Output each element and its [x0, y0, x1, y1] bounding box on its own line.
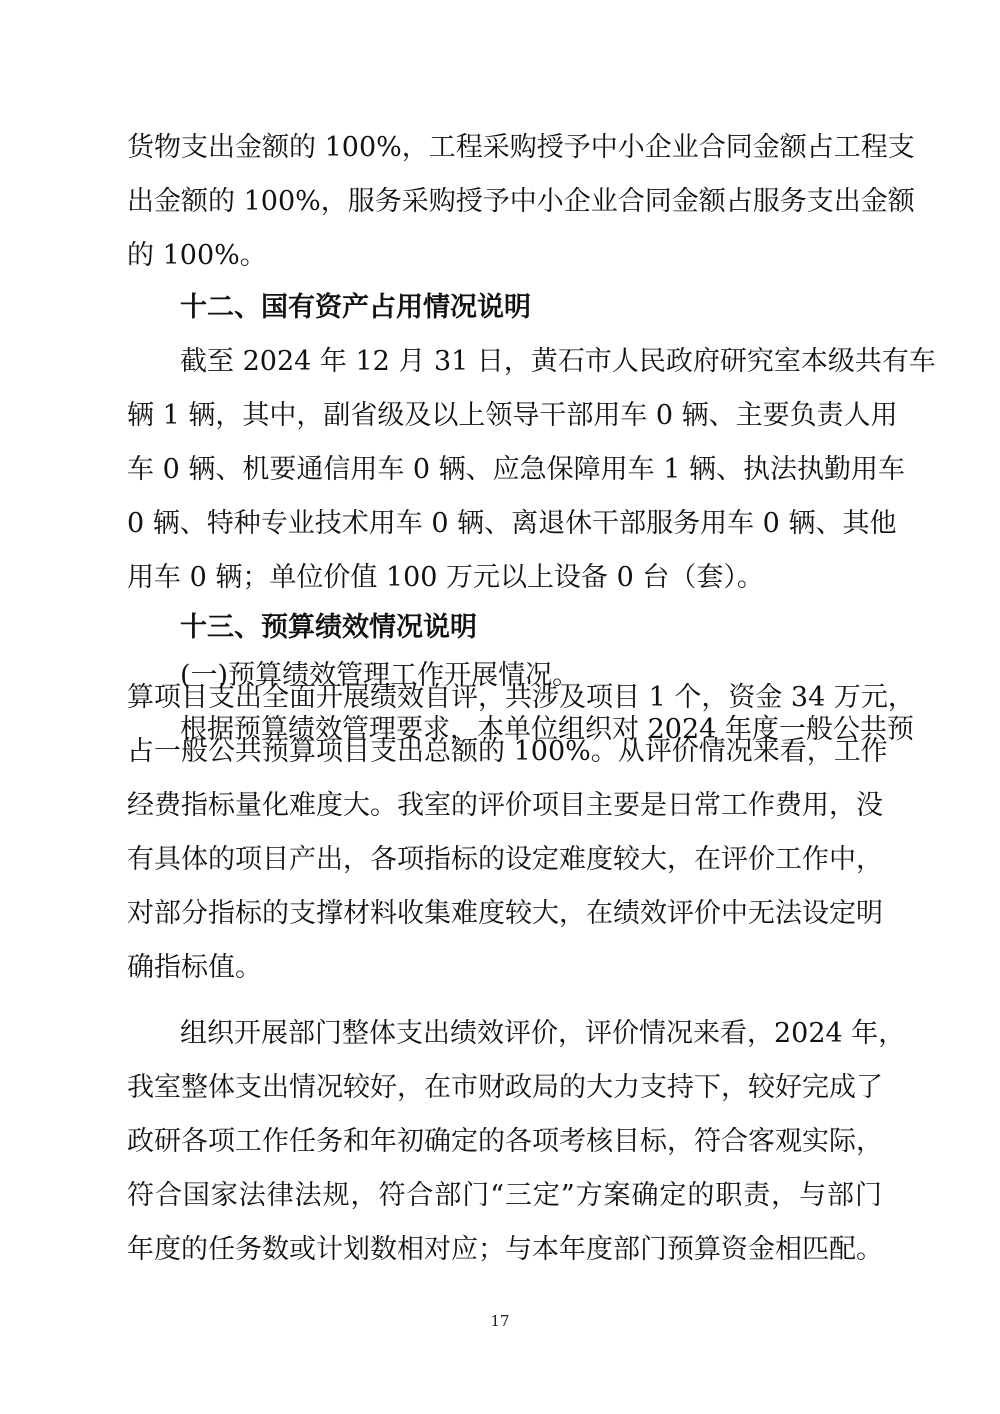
text-line: 辆 1 辆，其中，副省级及以上领导干部用车 0 辆、主要负责人用 — [127, 400, 898, 431]
text-line: 对部分指标的支撑材料收集难度较大，在绩效评价中无法设定明 — [127, 898, 883, 929]
text-line: 的 100%。 — [127, 240, 267, 271]
text-line: 0 辆、特种专业技术用车 0 辆、离退休干部服务用车 0 辆、其他 — [127, 508, 897, 539]
subsection-heading: (一)预算绩效管理工作开展情况。 — [180, 660, 580, 691]
section-heading: 十二、国有资产占用情况说明 — [180, 292, 531, 323]
text-line: 确指标值。 — [127, 952, 262, 983]
text-line: 算项目支出全面开展绩效自评，共涉及项目 1 个，资金 34 万元， — [127, 682, 915, 713]
text-line: 用车 0 辆；单位价值 100 万元以上设备 0 台（套）。 — [127, 562, 764, 593]
text-line: 出金额的 100%，服务采购授予中小企业合同金额占服务支出金额 — [127, 186, 915, 217]
text-line: 年度的任务数或计划数相对应；与本年度部门预算资金相匹配。 — [127, 1234, 883, 1265]
text-line: 车 0 辆、机要通信用车 0 辆、应急保障用车 1 辆、执法执勤用车 — [127, 454, 906, 485]
text-line: 截至 2024 年 12 月 31 日，黄石市人民政府研究室本级共有车 — [180, 346, 936, 377]
section-heading: 十三、预算绩效情况说明 — [180, 612, 477, 643]
text-line: 符合国家法律法规，符合部门“三定”方案确定的职责，与部门 — [127, 1180, 882, 1211]
text-line: 组织开展部门整体支出绩效评价，评价情况来看，2024 年， — [180, 1018, 906, 1049]
text-line: 我室整体支出情况较好，在市财政局的大力支持下，较好完成了 — [127, 1072, 883, 1103]
text-line: 经费指标量化难度大。我室的评价项目主要是日常工作费用，没 — [127, 790, 883, 821]
text-line: 有具体的项目产出，各项指标的设定难度较大，在评价工作中， — [127, 844, 883, 875]
text-line: 货物支出金额的 100%，工程采购授予中小企业合同金额占工程支 — [127, 132, 915, 163]
text-line: 政研各项工作任务和年初确定的各项考核目标，符合客观实际， — [127, 1126, 883, 1157]
page-number: 17 — [490, 1312, 510, 1330]
text-line: 根据预算绩效管理要求，本单位组织对 2024 年度一般公共预 — [180, 714, 914, 745]
text-line: 占一般公共预算项目支出总额的 100%。从评价情况来看，工作 — [127, 736, 888, 767]
